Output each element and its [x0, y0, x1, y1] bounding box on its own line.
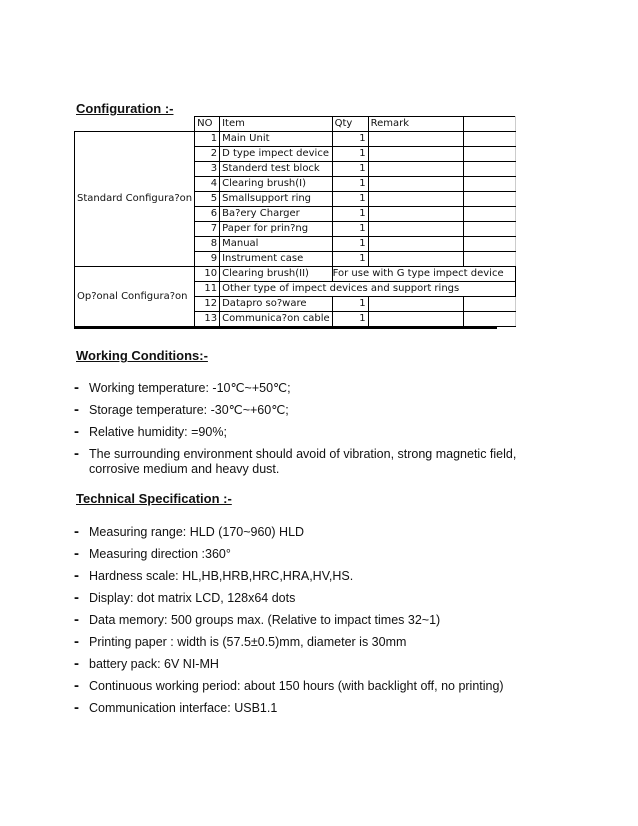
- row-number: 12: [195, 297, 220, 312]
- table-row: [75, 267, 516, 282]
- row-remark: [368, 222, 463, 237]
- technical-specification-list: [74, 525, 504, 723]
- row-item: Datapro so?ware: [220, 297, 333, 312]
- row-number: 3: [195, 162, 220, 177]
- header-no: NO: [195, 117, 220, 132]
- working-conditions-list: [74, 381, 529, 484]
- row-item: D type impect device: [220, 147, 333, 162]
- row-qty: 1: [332, 237, 368, 252]
- row-extra: [463, 312, 515, 327]
- row-item: Manual: [220, 237, 333, 252]
- table-bottom-rule: [74, 327, 497, 329]
- list-item: - The surrounding environment should avoid of vibration, strong magnetic field, corrosive medium and heavy dust.: [74, 447, 529, 477]
- row-number: 8: [195, 237, 220, 252]
- row-number: 6: [195, 207, 220, 222]
- row-qty: 1: [332, 132, 368, 147]
- row-remark: [368, 132, 463, 147]
- row-qty: 1: [332, 252, 368, 267]
- row-extra: [463, 252, 515, 267]
- row-qty: 1: [332, 192, 368, 207]
- list-item: - Storage temperature: -30℃~+60℃;: [74, 403, 529, 418]
- row-extra: [463, 222, 515, 237]
- row-item: Paper for prin?ng: [220, 222, 333, 237]
- row-extra: [463, 147, 515, 162]
- row-number: 5: [195, 192, 220, 207]
- standard-configuration-label: Standard Configura?on: [75, 132, 195, 267]
- row-qty: 1: [332, 312, 368, 327]
- row-remark: [368, 162, 463, 177]
- list-item: - Measuring direction :360°: [74, 547, 504, 562]
- list-item: - Working temperature: -10℃~+50℃;: [74, 381, 529, 396]
- optional-configuration-label: Op?onal Configura?on: [75, 267, 195, 327]
- list-item: - Display: dot matrix LCD, 128x64 dots: [74, 591, 504, 606]
- row-qty: 1: [332, 222, 368, 237]
- row-remark: [368, 147, 463, 162]
- row-extra: [463, 207, 515, 222]
- row-number: 4: [195, 177, 220, 192]
- row-item: Standerd test block: [220, 162, 333, 177]
- row-remark: [368, 237, 463, 252]
- row-remark: [368, 297, 463, 312]
- row-number: 2: [195, 147, 220, 162]
- row-number: 13: [195, 312, 220, 327]
- row-number: 9: [195, 252, 220, 267]
- row-extra: [463, 177, 515, 192]
- list-item: - Relative humidity: =90%;: [74, 425, 529, 440]
- configuration-table: [74, 116, 516, 327]
- table-header-row: [75, 117, 516, 132]
- row-qty: 1: [332, 147, 368, 162]
- row-number: 1: [195, 132, 220, 147]
- header-qty: Qty: [332, 117, 368, 132]
- row-qty: 1: [332, 207, 368, 222]
- working-conditions-heading: Working Conditions:-: [76, 348, 208, 363]
- row-qty: 1: [332, 162, 368, 177]
- row-remark: [368, 312, 463, 327]
- list-item: - Data memory: 500 groups max. (Relative to impact times 32~1): [74, 613, 504, 628]
- table-row: [75, 132, 516, 147]
- row-item: Ba?ery Charger: [220, 207, 333, 222]
- list-item: - battery pack: 6V NI-MH: [74, 657, 504, 672]
- header-item: Item: [220, 117, 333, 132]
- header-remark: Remark: [368, 117, 463, 132]
- row-remark-span: For use with G type impect device: [332, 267, 515, 282]
- row-extra: [463, 297, 515, 312]
- row-number: 7: [195, 222, 220, 237]
- list-item: - Communication interface: USB1.1: [74, 701, 504, 716]
- row-remark: [368, 207, 463, 222]
- row-number: 10: [195, 267, 220, 282]
- list-item: - Continuous working period: about 150 hours (with backlight off, no printing): [74, 679, 504, 694]
- row-item: Clearing brush(II): [220, 267, 333, 282]
- row-item: Main Unit: [220, 132, 333, 147]
- row-qty: 1: [332, 297, 368, 312]
- row-remark: [368, 177, 463, 192]
- row-number: 11: [195, 282, 220, 297]
- row-extra: [463, 192, 515, 207]
- row-item: Clearing brush(I): [220, 177, 333, 192]
- list-item: - Printing paper : width is (57.5±0.5)mm, diameter is 30mm: [74, 635, 504, 650]
- row-item: Instrument case: [220, 252, 333, 267]
- row-item: Communica?on cable: [220, 312, 333, 327]
- configuration-heading: Configuration :-: [76, 101, 174, 116]
- row-extra: [463, 237, 515, 252]
- technical-specification-heading: Technical Specification :-: [76, 491, 232, 506]
- row-item: Other type of impect devices and support rings: [220, 282, 516, 297]
- row-remark: [368, 252, 463, 267]
- row-qty: 1: [332, 177, 368, 192]
- list-item: - Measuring range: HLD (170~960) HLD: [74, 525, 504, 540]
- row-remark: [368, 192, 463, 207]
- list-item: - Hardness scale: HL,HB,HRB,HRC,HRA,HV,HS.: [74, 569, 504, 584]
- row-extra: [463, 162, 515, 177]
- row-item: Smallsupport ring: [220, 192, 333, 207]
- row-extra: [463, 132, 515, 147]
